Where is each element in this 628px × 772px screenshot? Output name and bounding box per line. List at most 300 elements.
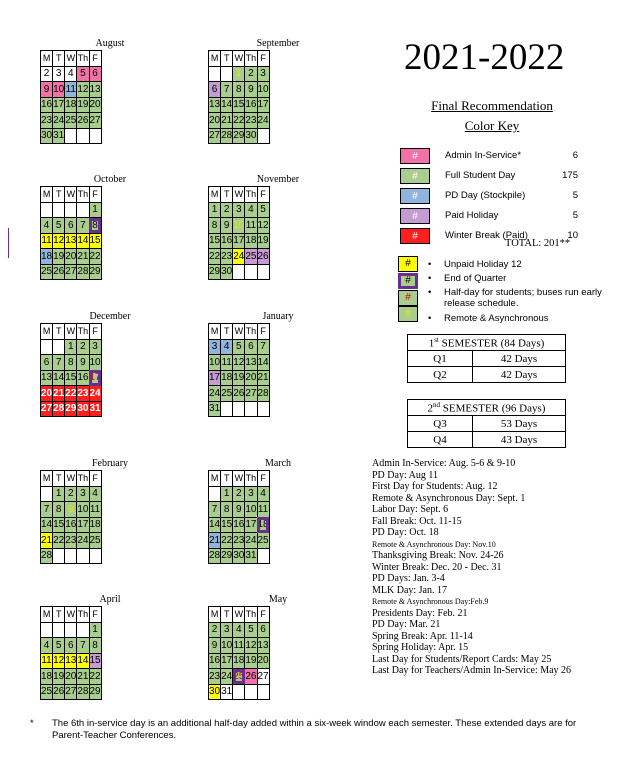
day-cell: 1	[89, 622, 101, 638]
day-cell: 11	[65, 82, 77, 98]
day-cell: 24	[257, 113, 269, 129]
day-cell: 22	[53, 533, 65, 549]
weekday-header: T	[53, 324, 65, 340]
day-cell: 4	[233, 622, 245, 638]
weekday-header: T	[221, 471, 233, 487]
empty-cell	[89, 128, 101, 144]
day-cell: 31	[209, 401, 221, 417]
day-cell: 4	[221, 339, 233, 355]
event-item: Fall Break: Oct. 11-15	[372, 515, 462, 527]
month-name: August	[95, 38, 125, 49]
key-swatch: #	[400, 148, 430, 164]
day-cell: 24	[53, 113, 65, 129]
day-cell: 23	[65, 533, 77, 549]
empty-cell	[209, 66, 221, 82]
day-cell: 9	[77, 355, 89, 371]
day-cell: 19	[53, 669, 65, 685]
symbol-text-label: • Half-day for students; buses run early release schedule.	[444, 287, 602, 309]
empty-cell	[209, 486, 221, 502]
month-table	[40, 323, 102, 417]
day-cell: 21	[53, 386, 65, 402]
day-cell: 4	[245, 202, 257, 218]
empty-cell	[257, 548, 269, 564]
day-cell: 8	[65, 355, 77, 371]
semester-2-header: 2nd SEMESTER (96 Days)	[408, 400, 566, 416]
day-cell: 28	[53, 401, 65, 417]
month-table	[208, 323, 270, 417]
day-cell: 1	[221, 486, 233, 502]
key-item	[400, 208, 580, 225]
day-cell: 20	[245, 370, 257, 386]
day-cell: 18	[65, 97, 77, 113]
day-cell: 9	[245, 82, 257, 98]
empty-cell	[257, 684, 269, 700]
day-cell: 10	[209, 355, 221, 371]
day-cell: 6	[41, 355, 53, 371]
key-item	[400, 188, 580, 205]
subtitle-color-key: Color Key	[464, 118, 520, 133]
event-item: PD Days: Jan. 3-4	[372, 573, 445, 584]
q1-label: Q1	[408, 351, 473, 367]
day-cell: 23	[245, 113, 257, 129]
day-cell: 3	[221, 622, 233, 638]
day-cell: 18	[41, 249, 53, 265]
key-label: Admin In-Service*	[445, 150, 522, 161]
weekday-header: T	[53, 187, 65, 203]
month-name: September	[256, 38, 300, 49]
weekday-header: F	[89, 187, 101, 203]
symbol-text-label: • End of Quarter	[444, 273, 507, 284]
day-cell: 25	[221, 386, 233, 402]
key-label: Winter Break (Paid)	[445, 230, 528, 241]
day-cell: 3	[77, 486, 89, 502]
day-cell: 12	[53, 653, 65, 669]
month-name: May	[268, 594, 288, 605]
day-cell: 7	[209, 502, 221, 518]
day-cell: 21	[77, 669, 89, 685]
day-cell: 19	[53, 249, 65, 265]
symbol-swatch: #	[398, 290, 418, 306]
empty-cell	[65, 622, 77, 638]
day-cell: 13	[257, 638, 269, 654]
key-swatch: #	[400, 208, 430, 224]
month-name: October	[93, 174, 127, 185]
day-cell: 19	[257, 233, 269, 249]
day-cell: 12	[257, 218, 269, 234]
weekday-header: Th	[77, 324, 89, 340]
day-cell: 5	[77, 66, 89, 82]
empty-cell	[77, 622, 89, 638]
symbol-swatch: #	[398, 306, 418, 322]
day-cell: 30	[245, 128, 257, 144]
day-cell: 30	[221, 264, 233, 280]
day-cell: 21	[41, 533, 53, 549]
empty-cell	[65, 548, 77, 564]
empty-cell	[257, 264, 269, 280]
empty-cell	[233, 264, 245, 280]
weekday-header: F	[257, 187, 269, 203]
day-cell: 11	[41, 233, 53, 249]
weekday-header: W	[233, 324, 245, 340]
event-item: PD Day: Aug 11	[372, 469, 439, 481]
day-cell: 11	[89, 502, 101, 518]
weekday-header: F	[89, 51, 101, 67]
weekday-header: T	[221, 607, 233, 623]
event-item: First Day for Students: Aug. 12	[372, 481, 498, 492]
day-cell: 6	[209, 82, 221, 98]
footnote	[30, 718, 600, 742]
day-cell: 6	[65, 218, 77, 234]
day-cell: 4	[41, 218, 53, 234]
weekday-header: Th	[245, 607, 257, 623]
day-cell: 24	[77, 533, 89, 549]
day-cell: 13	[89, 82, 101, 98]
day-cell: 6	[89, 66, 101, 82]
event-item: Labor Day: Sept. 6	[372, 504, 449, 515]
day-cell: 13	[209, 97, 221, 113]
day-cell: 10	[257, 82, 269, 98]
month-name: March	[264, 458, 292, 469]
event-item: Spring Break: Apr. 11-14	[372, 630, 473, 642]
page-title: 2021-2022	[404, 37, 565, 78]
day-cell: 10	[233, 218, 245, 234]
symbol-text	[430, 273, 610, 284]
weekday-header: M	[41, 607, 53, 623]
day-cell: 26	[233, 386, 245, 402]
day-cell: 9	[65, 502, 77, 518]
day-cell: 23	[221, 249, 233, 265]
day-cell: 24	[209, 386, 221, 402]
weekday-header: T	[221, 324, 233, 340]
day-cell: 15	[221, 517, 233, 533]
q3-days: 53 Days	[473, 416, 566, 432]
key-swatch: #	[400, 188, 430, 204]
weekday-header: Th	[245, 187, 257, 203]
day-cell: 2	[77, 339, 89, 355]
weekday-header: M	[209, 51, 221, 67]
day-cell: 22	[89, 249, 101, 265]
day-cell: 21	[257, 370, 269, 386]
day-cell: 2	[209, 622, 221, 638]
symbol-text	[430, 313, 610, 324]
day-cell: 27	[41, 401, 53, 417]
subtitle-recommendation: Final Recommendation	[431, 98, 553, 113]
day-cell: 18	[221, 370, 233, 386]
day-cell: 6	[245, 339, 257, 355]
event-item: PD Day: Mar. 21	[372, 619, 441, 630]
day-cell: 3	[89, 339, 101, 355]
day-cell: 13	[245, 355, 257, 371]
key-swatch: #	[400, 228, 430, 244]
day-cell: 13	[65, 233, 77, 249]
day-cell: 25	[257, 533, 269, 549]
day-cell: 20	[65, 249, 77, 265]
day-cell: 12	[233, 355, 245, 371]
day-cell: 8	[89, 638, 101, 654]
day-cell: 12	[53, 233, 65, 249]
day-cell: 11	[221, 355, 233, 371]
day-cell: 5	[233, 339, 245, 355]
empty-cell	[221, 66, 233, 82]
weekday-header: F	[257, 607, 269, 623]
empty-cell	[257, 401, 269, 417]
q2-label: Q2	[408, 367, 473, 383]
day-cell: 20	[89, 97, 101, 113]
day-cell: 3	[233, 202, 245, 218]
day-cell: 15	[209, 233, 221, 249]
semester-1-header: 1st SEMESTER (84 Days)	[408, 335, 566, 351]
key-label: PD Day (Stockpile)	[445, 190, 526, 201]
day-cell: 12	[245, 638, 257, 654]
day-cell: 31	[89, 401, 101, 417]
day-cell: 17	[89, 370, 101, 386]
day-cell: 27	[209, 128, 221, 144]
day-cell: 3	[209, 339, 221, 355]
day-cell: 27	[65, 684, 77, 700]
day-cell: 21	[209, 533, 221, 549]
day-cell: 9	[221, 218, 233, 234]
day-cell: 4	[89, 486, 101, 502]
key-swatch: #	[400, 168, 430, 184]
day-cell: 11	[233, 638, 245, 654]
weekday-header: Th	[245, 471, 257, 487]
symbol-text-label: • Remote & Asynchronous	[444, 313, 549, 324]
day-cell: 18	[89, 517, 101, 533]
event-item: Last Day for Students/Report Cards: May 25	[372, 653, 552, 665]
day-cell: 10	[89, 355, 101, 371]
weekday-header: M	[209, 324, 221, 340]
day-cell: 17	[233, 233, 245, 249]
day-cell: 29	[89, 264, 101, 280]
weekday-header: Th	[77, 51, 89, 67]
semester-1-table	[407, 334, 566, 383]
day-cell: 10	[77, 502, 89, 518]
day-cell: 2	[221, 202, 233, 218]
weekday-header: M	[41, 471, 53, 487]
day-cell: 28	[257, 386, 269, 402]
symbol-swatch: #	[398, 273, 418, 289]
day-cell: 21	[221, 113, 233, 129]
day-cell: 26	[77, 113, 89, 129]
day-cell: 14	[209, 517, 221, 533]
day-cell: 8	[221, 502, 233, 518]
day-cell: 12	[77, 82, 89, 98]
day-cell: 14	[257, 355, 269, 371]
empty-cell	[53, 339, 65, 355]
month-table	[208, 50, 270, 144]
day-cell: 19	[233, 370, 245, 386]
event-item: Remote & Asynchronous Day: Nov.10	[372, 539, 496, 549]
weekday-header: M	[209, 187, 221, 203]
empty-cell	[245, 264, 257, 280]
key-count: 5	[572, 190, 578, 201]
month-name: December	[89, 311, 131, 322]
weekday-header: M	[209, 607, 221, 623]
day-cell: 13	[65, 653, 77, 669]
month-table	[208, 606, 270, 700]
day-cell: 27	[257, 669, 269, 685]
day-cell: 29	[65, 401, 77, 417]
day-cell: 28	[221, 128, 233, 144]
day-cell: 9	[233, 502, 245, 518]
symbol-swatch: #	[398, 256, 418, 272]
day-cell: 17	[221, 653, 233, 669]
day-cell: 2	[233, 486, 245, 502]
day-cell: 23	[77, 386, 89, 402]
weekday-header: M	[41, 187, 53, 203]
day-cell: 25	[65, 113, 77, 129]
weekday-header: T	[53, 471, 65, 487]
empty-cell	[53, 202, 65, 218]
key-count: 10	[567, 230, 578, 241]
month-table	[208, 470, 270, 564]
day-cell: 4	[257, 486, 269, 502]
day-cell: 23	[209, 669, 221, 685]
day-cell: 25	[41, 684, 53, 700]
day-cell: 9	[209, 638, 221, 654]
day-cell: 15	[233, 97, 245, 113]
day-cell: 4	[41, 638, 53, 654]
weekday-header: T	[53, 607, 65, 623]
day-cell: 18	[41, 669, 53, 685]
empty-cell	[41, 622, 53, 638]
day-cell: 26	[53, 684, 65, 700]
empty-cell	[233, 684, 245, 700]
day-cell: 25	[89, 533, 101, 549]
key-item	[400, 148, 580, 165]
day-cell: 24	[245, 533, 257, 549]
day-cell: 22	[209, 249, 221, 265]
day-cell: 7	[77, 218, 89, 234]
semester-2-table	[407, 399, 566, 448]
day-cell: 3	[257, 66, 269, 82]
empty-cell	[53, 548, 65, 564]
day-cell: 8	[89, 218, 101, 234]
day-cell: 16	[245, 97, 257, 113]
day-cell: 22	[89, 669, 101, 685]
day-cell: 3	[245, 486, 257, 502]
day-cell: 14	[221, 97, 233, 113]
month-name: February	[91, 458, 129, 469]
weekday-header: T	[221, 51, 233, 67]
weekday-header: W	[233, 51, 245, 67]
weekday-header: T	[53, 51, 65, 67]
weekday-header: Th	[77, 187, 89, 203]
key-count: 175	[562, 170, 578, 181]
day-cell: 9	[41, 82, 53, 98]
empty-cell	[221, 401, 233, 417]
day-cell: 20	[209, 113, 221, 129]
day-cell: 31	[221, 684, 233, 700]
day-cell: 17	[245, 517, 257, 533]
day-cell: 1	[65, 339, 77, 355]
weekday-header: W	[65, 471, 77, 487]
empty-cell	[245, 684, 257, 700]
month-table	[40, 470, 102, 564]
day-cell: 26	[245, 669, 257, 685]
month-name: November	[256, 174, 300, 185]
footnote-star: *	[30, 718, 34, 729]
day-cell: 27	[89, 113, 101, 129]
day-cell: 23	[233, 533, 245, 549]
weekday-header: W	[65, 324, 77, 340]
day-cell: 24	[233, 249, 245, 265]
event-item: Thanksgiving Break: Nov. 24-26	[372, 550, 504, 561]
event-item: Remote & Asynchronous Day:Feb.9	[372, 597, 489, 606]
day-cell: 30	[41, 128, 53, 144]
day-cell: 5	[257, 202, 269, 218]
empty-cell	[41, 202, 53, 218]
weekday-header: F	[257, 51, 269, 67]
day-cell: 14	[77, 233, 89, 249]
day-cell: 25	[233, 669, 245, 685]
weekday-header: T	[221, 187, 233, 203]
q4-label: Q4	[408, 432, 473, 448]
q4-days: 43 Days	[473, 432, 566, 448]
day-cell: 11	[257, 502, 269, 518]
month-table	[40, 50, 102, 144]
day-cell: 5	[245, 622, 257, 638]
day-cell: 2	[41, 66, 53, 82]
day-cell: 16	[221, 233, 233, 249]
day-cell: 5	[53, 638, 65, 654]
weekday-header: W	[233, 607, 245, 623]
day-cell: 22	[233, 113, 245, 129]
day-cell: 7	[257, 339, 269, 355]
margin-mark	[8, 228, 9, 258]
day-cell: 22	[65, 386, 77, 402]
day-cell: 20	[41, 386, 53, 402]
day-cell: 27	[65, 264, 77, 280]
key-count: 6	[572, 150, 578, 161]
day-cell: 15	[65, 370, 77, 386]
day-cell: 30	[233, 548, 245, 564]
empty-cell	[77, 128, 89, 144]
day-cell: 25	[41, 264, 53, 280]
key-label: Paid Holiday	[445, 210, 499, 221]
footnote-text: The 6th in-service day is an additional half-day added within a six-week window each semester. These extended days are for Parent-Teacher Conferences.	[52, 718, 577, 741]
day-cell: 17	[257, 97, 269, 113]
event-item: Presidents Day: Feb. 21	[372, 607, 468, 619]
day-cell: 24	[89, 386, 101, 402]
day-cell: 7	[41, 502, 53, 518]
weekday-header: F	[89, 471, 101, 487]
weekday-header: W	[233, 471, 245, 487]
day-cell: 8	[53, 502, 65, 518]
day-cell: 14	[41, 517, 53, 533]
day-cell: 24	[221, 669, 233, 685]
day-cell: 2	[245, 66, 257, 82]
event-item: Winter Break: Dec. 20 - Dec. 31	[372, 561, 502, 573]
q3-label: Q3	[408, 416, 473, 432]
weekday-header: M	[41, 51, 53, 67]
key-label: Full Student Day	[445, 170, 516, 181]
weekday-header: F	[257, 471, 269, 487]
symbol-text	[430, 287, 610, 309]
day-cell: 17	[53, 97, 65, 113]
day-cell: 30	[209, 684, 221, 700]
day-cell: 29	[89, 684, 101, 700]
day-cell: 29	[221, 548, 233, 564]
day-cell: 16	[41, 97, 53, 113]
weekday-header: F	[89, 324, 101, 340]
day-cell: 16	[65, 517, 77, 533]
day-cell: 11	[245, 218, 257, 234]
key-count: 5	[572, 210, 578, 221]
day-cell: 3	[53, 66, 65, 82]
day-cell: 28	[77, 684, 89, 700]
day-cell: 14	[77, 653, 89, 669]
